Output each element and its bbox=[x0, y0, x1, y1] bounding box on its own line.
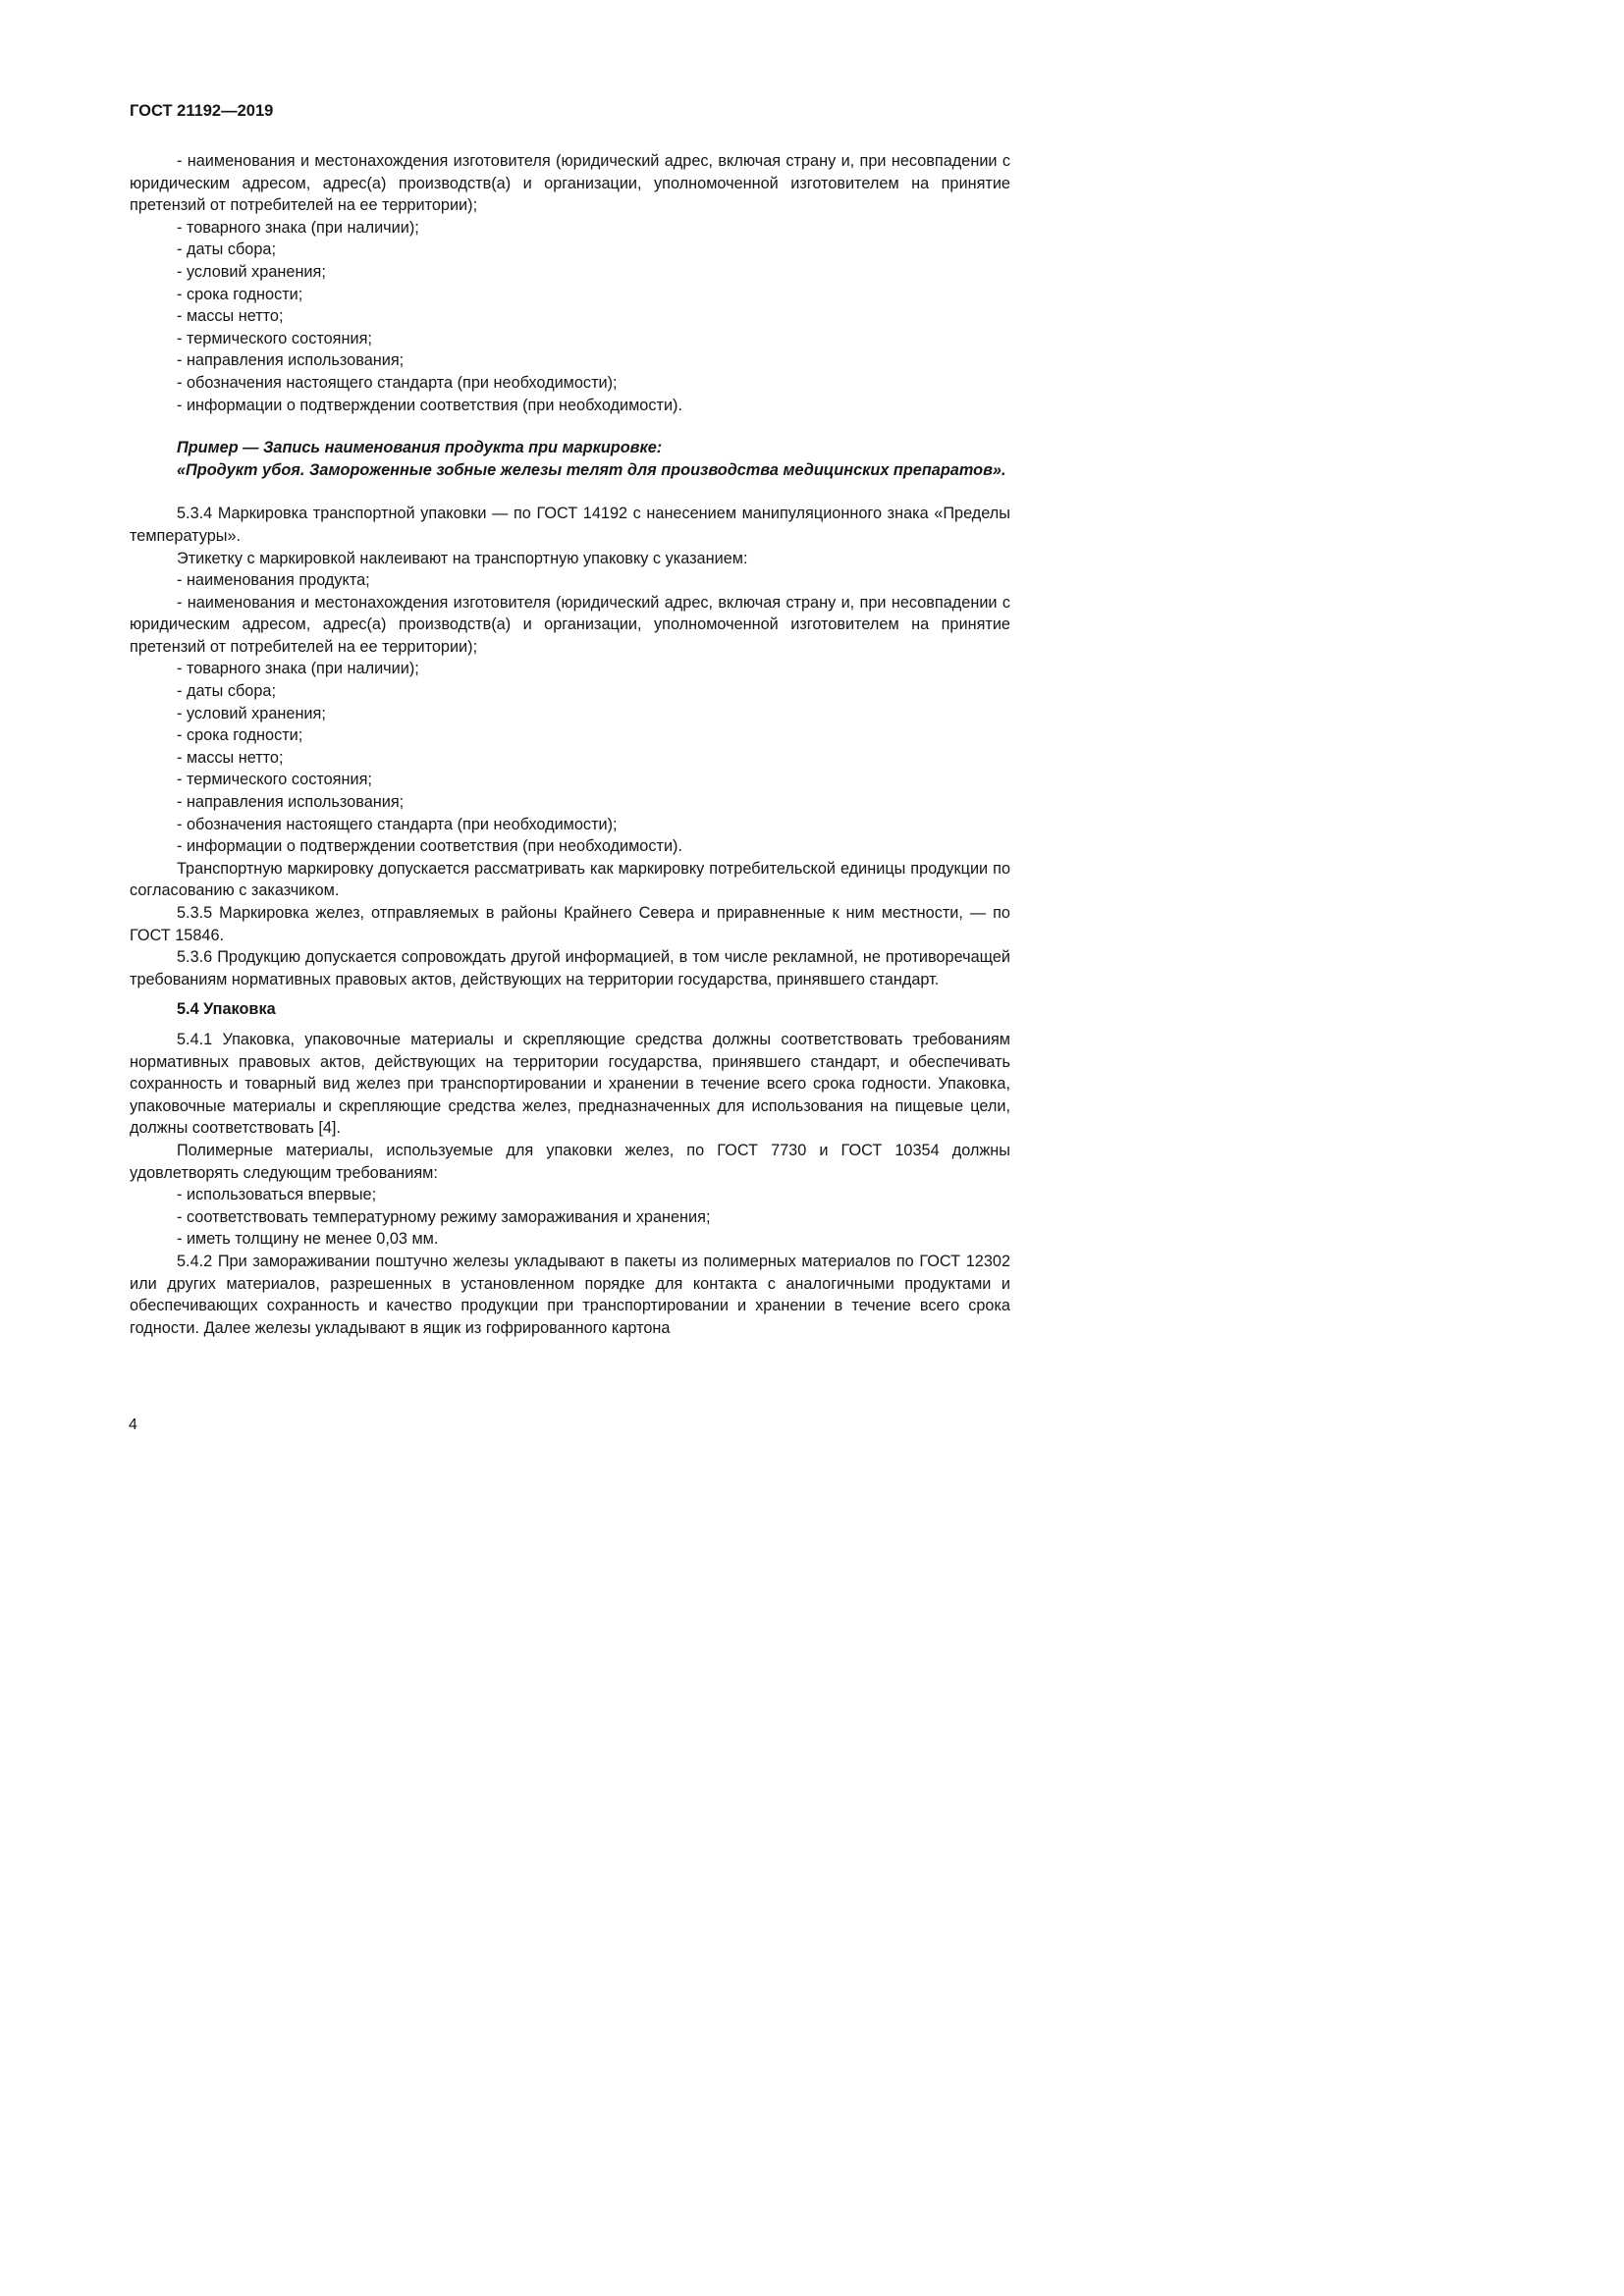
label-intro: Этикетку с маркировкой наклеивают на транспортную упаковку с указанием: bbox=[177, 549, 748, 567]
list-item: - направления использования; bbox=[177, 793, 405, 812]
list-item: - соответствовать температурному режиму замораживания и хранения; bbox=[177, 1207, 711, 1226]
list-item: - условий хранения; bbox=[177, 262, 326, 281]
clause-5-3-5: 5.3.5 Маркировка желез, отправляемых в районы Крайнего Севера и приравненные к ним местности, — по ГОСТ 15846. bbox=[130, 904, 1010, 944]
manufacturer-paragraph: - наименования и местонахождения изготовителя (юридический адрес, включая страну и, при несовпадении с юридическим адресом, адрес(а) производств(а) и организации, уполномоченной изготовителем на принятие претензий от потребителей на ее территории); bbox=[130, 152, 1010, 215]
list-item: - термического состояния; bbox=[177, 329, 372, 347]
document-header: ГОСТ 21192—2019 bbox=[130, 102, 274, 120]
list-item: - массы нетто; bbox=[177, 307, 284, 326]
polymer-requirements: Полимерные материалы, используемые для упаковки желез, по ГОСТ 7730 и ГОСТ 10354 должны удовлетворять следующим требованиям: bbox=[130, 1141, 1010, 1182]
list-item: - срока годности; bbox=[177, 726, 303, 745]
clause-5-3-4: 5.3.4 Маркировка транспортной упаковки — по ГОСТ 14192 с нанесением манипуляционного знака «Пределы температуры». bbox=[130, 505, 1010, 545]
polymer-list bbox=[130, 1184, 1010, 1251]
labeling-list-2 bbox=[130, 658, 1010, 857]
list-item: - направления использования; bbox=[177, 351, 405, 370]
list-item: - информации о подтверждении соответствия (при необходимости). bbox=[177, 396, 682, 414]
example-text: «Продукт убоя. Замороженные зобные железы телят для производства медицинских препаратов». bbox=[177, 460, 1006, 479]
transport-note: Транспортную маркировку допускается рассматривать как маркировку потребительской единицы продукции по согласованию с заказчиком. bbox=[130, 859, 1010, 900]
page-number: 4 bbox=[129, 1416, 137, 1433]
list-item: - обозначения настоящего стандарта (при необходимости); bbox=[177, 373, 618, 392]
document-body bbox=[130, 150, 1010, 1339]
example-heading: Пример — Запись наименования продукта при маркировке: bbox=[177, 439, 663, 457]
list-item: - даты сбора; bbox=[177, 682, 276, 701]
list-item: - даты сбора; bbox=[177, 240, 276, 259]
list-item: - обозначения настоящего стандарта (при необходимости); bbox=[177, 815, 618, 833]
list-item: - товарного знака (при наличии); bbox=[177, 660, 419, 678]
list-item: - товарного знака (при наличии); bbox=[177, 218, 419, 237]
list-item: - термического состояния; bbox=[177, 771, 372, 789]
labeling-list-1 bbox=[130, 217, 1010, 416]
clause-5-3-6: 5.3.6 Продукцию допускается сопровождать другой информацией, в том числе рекламной, не противоречащей требованиям нормативных правовых актов, действующих на территории государства, принявшего стандарт. bbox=[130, 948, 1010, 988]
section-heading-5-4: 5.4 Упаковка bbox=[177, 1000, 276, 1019]
list-item: - информации о подтверждении соответствия (при необходимости). bbox=[177, 837, 682, 856]
list-item: - условий хранения; bbox=[177, 704, 326, 722]
list-item: - иметь толщину не менее 0,03 мм. bbox=[177, 1230, 439, 1249]
list-item: - массы нетто; bbox=[177, 748, 284, 767]
document-page bbox=[0, 0, 1083, 1531]
manufacturer-paragraph-2: - наименования и местонахождения изготовителя (юридический адрес, включая страну и, при несовпадении с юридическим адресом, адрес(а) производств(а) и организации, уполномоченной изготовителем на принятие претензий от потребителей на ее территории); bbox=[130, 593, 1010, 656]
list-item: - срока годности; bbox=[177, 285, 303, 303]
clause-5-4-1: 5.4.1 Упаковка, упаковочные материалы и скрепляющие средства должны соответствовать требованиям нормативных правовых актов, действующих на территории государства, принявшего стандарт, и обеспечивать сохранность и товарный вид желез при транспортировании и хранении в течение всего срока годности. Упаковка, упаковочные материалы и скрепляющие средства желез, предназначенных для использования на пищевые цели, должны соответствовать [4]. bbox=[130, 1030, 1010, 1138]
clause-5-4-2: 5.4.2 При замораживании поштучно железы укладывают в пакеты из полимерных материалов по ГОСТ 12302 или других материалов, разрешенных в установленном порядке для контакта с аналогичными продуктами и обеспечивающих сохранность и качество продукции при транспортировании и хранении в течение всего срока годности. Далее железы укладывают в ящик из гофрированного картона bbox=[130, 1252, 1010, 1337]
list-item: - использоваться впервые; bbox=[177, 1186, 377, 1204]
list-item: - наименования продукта; bbox=[177, 571, 370, 590]
